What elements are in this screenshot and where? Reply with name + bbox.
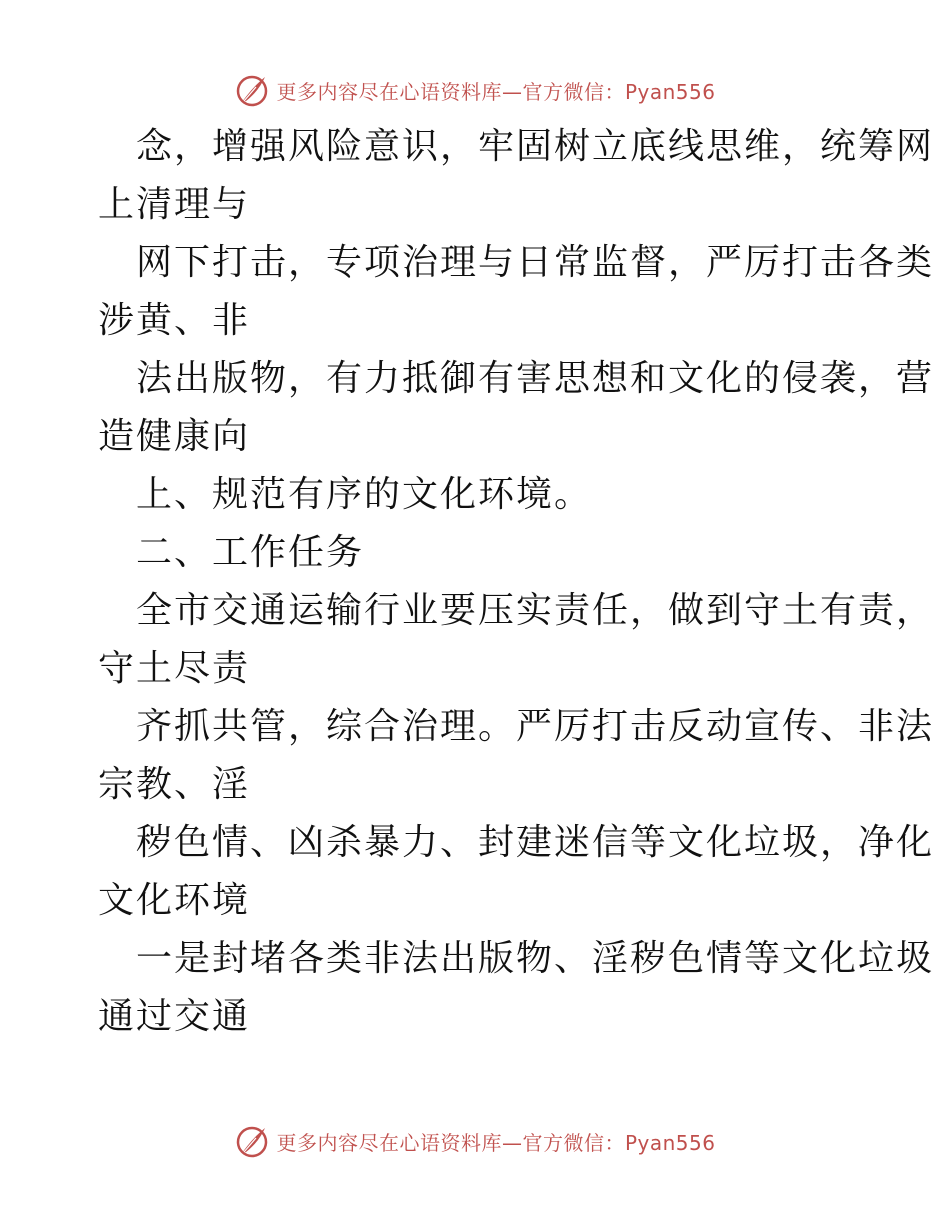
watermark-text: 更多内容尽在心语资料库—官方微信：Pyan556 xyxy=(276,1130,716,1155)
text-line: 通过交通 xyxy=(98,996,251,1037)
document-body xyxy=(98,118,935,1046)
quill-pen-icon xyxy=(234,72,270,108)
text-line: 法出版物，有力抵御有害思想和文化的侵袭，营 xyxy=(136,358,935,399)
text-line: 秽色情、凶杀暴力、封建迷信等文化垃圾，净化 xyxy=(136,822,935,863)
quill-pen-icon xyxy=(234,1123,270,1159)
header-watermark xyxy=(0,70,950,110)
text-line: 一是封堵各类非法出版物、淫秽色情等文化垃圾 xyxy=(136,938,935,979)
text-line: 宗教、淫 xyxy=(98,764,251,805)
text-line: 守土尽责 xyxy=(98,648,251,689)
section-heading: 二、工作任务 xyxy=(136,532,365,573)
text-line: 网下打击，专项治理与日常监督，严厉打击各类 xyxy=(136,242,935,283)
text-line: 念，增强风险意识，牢固树立底线思维，统筹网 xyxy=(136,126,935,167)
text-line: 文化环境 xyxy=(98,880,251,921)
text-line: 上清理与 xyxy=(98,184,251,225)
text-line: 齐抓共管，综合治理。严厉打击反动宣传、非法 xyxy=(136,706,935,747)
watermark-text: 更多内容尽在心语资料库—官方微信：Pyan556 xyxy=(276,79,716,104)
text-line: 上、规范有序的文化环境。 xyxy=(136,474,593,515)
footer-watermark xyxy=(0,1121,950,1161)
text-line: 造健康向 xyxy=(98,416,251,457)
text-line: 全市交通运输行业要压实责任，做到守土有责， xyxy=(136,590,935,631)
text-line: 涉黄、非 xyxy=(98,300,251,341)
